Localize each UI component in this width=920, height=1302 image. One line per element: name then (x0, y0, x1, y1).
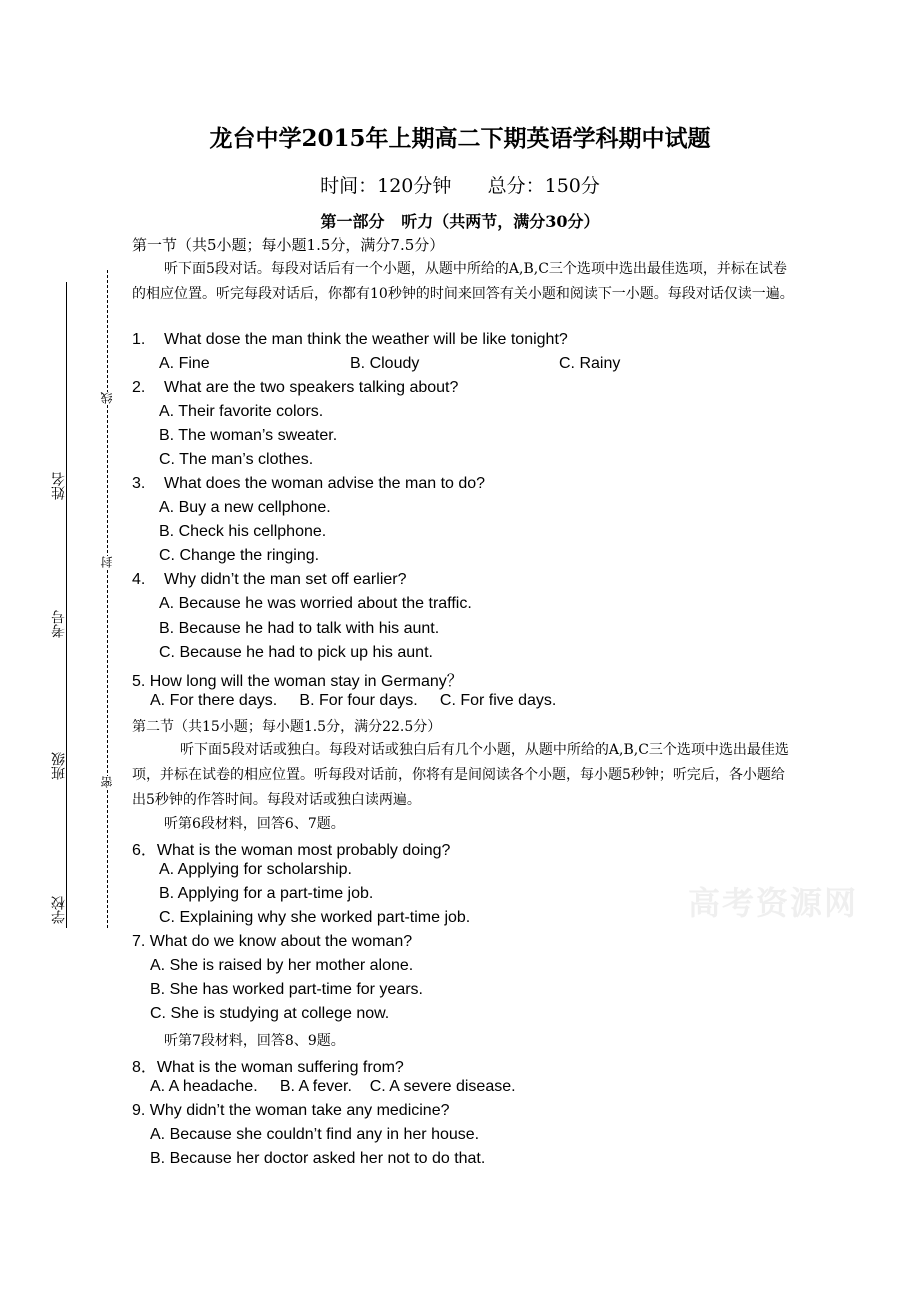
part-heading: 第一部分 听力（共两节，满分30分） (320, 212, 600, 231)
q6-option-b: B. Applying for a part-time job. (159, 885, 374, 902)
material-6-note: 听第6段材料，回答6、7题。 (164, 816, 345, 832)
exam-number-label: 考号 (51, 610, 67, 638)
q2-number: 2. (132, 379, 146, 396)
q1-number: 1. (132, 331, 146, 348)
q8-text: 8．What is the woman suffering from? (132, 1059, 404, 1076)
material-7-note: 听第7段材料，回答8、9题。 (164, 1033, 345, 1049)
section2-instructions: 听下面5段对话或独白。每段对话或独白后有几个小题，从题中所给的A,B,C三个选项中选出最佳选项，并标在试卷的相应位置。听每段对话前，你将有是间阅读各个小题，每小题5秒钟；听完后，各小题给出5秒钟的作答时间。每段对话或独白读两遍。 (132, 742, 789, 808)
q3-option-c: C. Change the ringing. (159, 547, 320, 564)
q4-text: Why didn’t the man set off earlier? (164, 571, 407, 588)
q5-text: 5. How long will the woman stay in Germany？ (132, 673, 463, 690)
binding-solid-line (66, 282, 67, 928)
q7-text: 7. What do we know about the woman? (132, 933, 413, 950)
q1-option-b: B. Cloudy (350, 355, 420, 372)
q3-text: What does the woman advise the man to do? (164, 475, 486, 492)
q6-option-c: C. Explaining why she worked part-time job. (159, 909, 471, 926)
q3-option-a: A. Buy a new cellphone. (159, 499, 331, 516)
q4-option-b: B. Because he had to talk with his aunt. (159, 620, 440, 637)
q9-option-a: A. Because she couldn’t find any in her house. (150, 1126, 480, 1143)
q7-option-a: A. She is raised by her mother alone. (150, 957, 414, 974)
q3-number: 3. (132, 475, 146, 492)
q5-options: A. For there days. B. For four days. C. For five days. (150, 692, 557, 709)
q4-option-a: A. Because he was worried about the traffic. (159, 595, 472, 612)
q2-option-c: C. The man’s clothes. (159, 451, 314, 468)
q7-option-c: C. She is studying at college now. (150, 1005, 390, 1022)
q7-option-b: B. She has worked part-time for years. (150, 981, 423, 998)
q2-text: What are the two speakers talking about? (164, 379, 459, 396)
name-label: 姓名 (51, 472, 67, 500)
q9-text: 9. Why didn’t the woman take any medicine? (132, 1102, 450, 1119)
section1-heading: 第一节（共5小题；每小题1.5分，满分7.5分） (132, 236, 445, 254)
binding-dashed-line (107, 270, 108, 928)
q6-text: 6．What is the woman most probably doing? (132, 842, 451, 859)
q1-option-c: C. Rainy (559, 355, 621, 372)
section2-heading: 第二节（共15小题；每小题1.5分，满分22.5分） (132, 719, 442, 735)
section1-instructions: 听下面5段对话。每段对话后有一个小题，从题中所给的A,B,C三个选项中选出最佳选项，并标在试卷的相应位置。听完每段对话后，你都有10秒钟的时间来回答有关小题和阅读下一小题。每段对话仅读一遍。 (132, 261, 794, 302)
cut-mark-line: 线 (100, 392, 114, 404)
q6-option-a: A. Applying for scholarship. (159, 861, 352, 878)
class-label: 班级 (51, 752, 67, 780)
exam-subtitle: 时间：120分钟 总分：150分 (320, 175, 600, 197)
q3-option-b: B. Check his cellphone. (159, 523, 327, 540)
watermark: 高考资源网 (688, 884, 859, 922)
q9-option-b: B. Because her doctor asked her not to do that. (150, 1150, 486, 1167)
cut-mark-seal: 封 (100, 556, 114, 568)
q4-number: 4. (132, 571, 146, 588)
q8-options: A. A headache. B. A fever. C. A severe disease. (150, 1078, 516, 1095)
q4-option-c: C. Because he had to pick up his aunt. (159, 644, 433, 661)
cut-mark-dense: 密 (100, 776, 114, 788)
q1-text: What dose the man think the weather will be like tonight? (164, 331, 568, 348)
q1-option-a: A. Fine (159, 355, 210, 372)
exam-title: 龙台中学2015年上期高二下期英语学科期中试题 (209, 125, 711, 152)
q2-option-a: A. Their favorite colors. (159, 403, 324, 420)
school-label: 学校 (51, 896, 67, 924)
q2-option-b: B. The woman’s sweater. (159, 427, 338, 444)
